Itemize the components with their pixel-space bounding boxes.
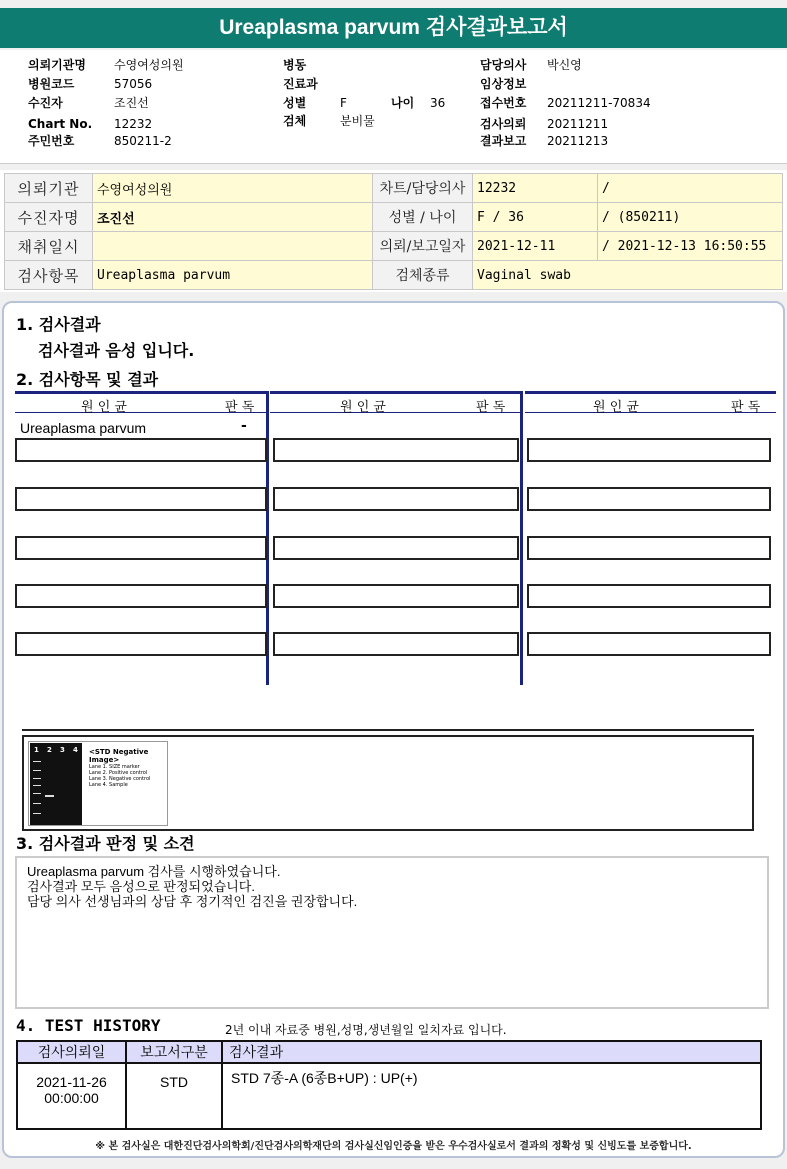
header-value: 박신영 — [547, 58, 582, 72]
info-row — [5, 232, 783, 261]
gel-title: <STD Negative Image> — [89, 748, 149, 764]
info-value — [93, 232, 373, 261]
info-value: Ureaplasma parvum — [93, 261, 373, 290]
report-header — [0, 50, 787, 164]
result-entry-box — [273, 487, 519, 511]
header-label: 결과보고 — [480, 134, 527, 148]
gel-legend-item: Lane 3. Negative control — [89, 776, 151, 782]
info-row — [5, 174, 783, 203]
info-label: 수진자명 — [5, 203, 93, 232]
history-col-result: 검사결과 — [222, 1041, 761, 1063]
history-date: 2021-11-26 — [36, 1074, 107, 1090]
header-label: 임상정보 — [480, 77, 527, 91]
info-label: 차트/담당의사 — [373, 174, 473, 203]
lane-label: 2 — [47, 746, 52, 754]
info-row — [5, 203, 783, 232]
gel-band — [45, 795, 54, 797]
gel-legend — [89, 764, 150, 788]
info-label: 채취일시 — [5, 232, 93, 261]
history-result: STD 7종-A (6종B+UP) : UP(+) — [222, 1063, 761, 1129]
result-entry-box — [15, 438, 267, 462]
pathogen-header: 원 인 균 — [81, 400, 127, 415]
history-date-cell — [17, 1063, 126, 1129]
opinion-line: Ureaplasma parvum 검사를 시행하였습니다. — [27, 864, 281, 879]
pathogen-header: 원 인 균 — [593, 400, 639, 415]
header-value: 12232 — [114, 117, 153, 131]
result-entry-box — [527, 536, 771, 560]
header-label: 수진자 — [28, 96, 63, 110]
divider — [22, 729, 754, 731]
section2-title: 2. 검사항목 및 결과 — [16, 370, 159, 389]
header-value: 20211211 — [547, 117, 609, 131]
gel-band — [33, 770, 41, 771]
info-value: 조진선 — [93, 203, 373, 232]
header-label: 진료과 — [283, 77, 318, 91]
history-type: STD — [126, 1063, 222, 1129]
lane-label: 4 — [73, 746, 78, 754]
info-label: 의뢰기관 — [5, 174, 93, 203]
result-entry-box — [273, 536, 519, 560]
header-value: 분비물 — [340, 114, 375, 128]
header-value: 36 — [430, 96, 446, 110]
result-col-header — [525, 391, 776, 413]
result-entry-box — [15, 584, 267, 608]
lane-label: 3 — [60, 746, 65, 754]
pathogen-header: 원 인 균 — [340, 400, 386, 415]
info-value: 2021-12-11 — [473, 232, 598, 261]
header-label: 성별 — [283, 96, 307, 110]
history-time: 00:00:00 — [44, 1090, 99, 1106]
info-value: 수영여성의원 — [93, 174, 373, 203]
gel-legend-item: Lane 4. Sample — [89, 782, 128, 788]
header-label: Chart No. — [28, 117, 93, 131]
header-label: 접수번호 — [480, 96, 527, 110]
result-entry-box — [15, 487, 267, 511]
section4-title: 4. TEST HISTORY — [16, 1016, 161, 1035]
info-value: / — [598, 174, 783, 203]
gel-legend-item: Lane 1. SIZE marker — [89, 764, 140, 770]
result-entry-box — [15, 632, 267, 656]
header-value: 20211213 — [547, 134, 609, 148]
certification-footer: ※ 본 검사실은 대한진단검사의학회/진단검사의학재단의 검사실신임인증을 받은 우수검사실로서 결과의 정확성 및 신빙도를 보증합니다. — [95, 1141, 692, 1152]
header-value: F — [340, 96, 347, 110]
result-entry-box — [527, 487, 771, 511]
history-row — [17, 1063, 761, 1129]
reading-header: 판 독 — [225, 400, 255, 415]
history-col-date: 검사의뢰일 — [17, 1041, 126, 1063]
header-label: 검체 — [283, 114, 307, 128]
header-label: 병동 — [283, 58, 307, 72]
info-value: / (850211) — [598, 203, 783, 232]
patient-info-grid — [4, 173, 783, 290]
info-value: / 2021-12-13 16:50:55 — [598, 232, 783, 261]
gel-band — [33, 793, 41, 794]
header-value: 수영여성의원 — [114, 58, 184, 72]
gel-band — [33, 813, 41, 814]
opinion-box — [15, 856, 769, 1009]
section3-title: 3. 검사결과 판정 및 소견 — [16, 834, 195, 853]
history-note: 2년 이내 자료중 병원,성명,생년월일 일치자료 입니다. — [225, 1023, 507, 1037]
lane-label: 1 — [34, 746, 39, 754]
header-label: 검사의뢰 — [480, 117, 527, 131]
gel-legend-item: Lane 2. Positive control — [89, 770, 148, 776]
history-col-type: 보고서구분 — [126, 1041, 222, 1063]
header-label: 나이 — [391, 96, 415, 110]
header-value: 20211211-70834 — [547, 96, 651, 110]
result-entry-box — [273, 438, 519, 462]
result-entry-box — [15, 536, 267, 560]
info-label: 의뢰/보고일자 — [373, 232, 473, 261]
result-entry-box — [273, 632, 519, 656]
result-entry-box — [527, 584, 771, 608]
header-value: 조진선 — [114, 96, 149, 110]
header-label: 주민번호 — [28, 134, 75, 148]
gel-band — [33, 803, 41, 804]
gel-band — [33, 785, 41, 786]
history-header-row — [17, 1041, 761, 1063]
report-title: Ureaplasma parvum 검사결과보고서 — [0, 8, 787, 48]
header-label: 의뢰기관명 — [28, 58, 86, 72]
header-label: 병원코드 — [28, 77, 75, 91]
info-row — [5, 261, 783, 290]
reading-header: 판 독 — [731, 400, 761, 415]
header-label: 담당의사 — [480, 58, 527, 72]
result-entry-box — [273, 584, 519, 608]
result-item-reading: - — [241, 418, 247, 434]
section1-title: 1. 검사결과 — [16, 315, 101, 334]
result-entry-box — [527, 632, 771, 656]
result-summary: 검사결과 음성 입니다. — [38, 341, 195, 360]
gel-band — [33, 761, 41, 762]
info-value: F / 36 — [473, 203, 598, 232]
result-col-header — [15, 391, 267, 413]
header-value: 57056 — [114, 77, 153, 91]
gel-image — [28, 741, 168, 826]
info-label: 검사항목 — [5, 261, 93, 290]
gel-photo — [30, 743, 82, 825]
opinion-line: 담당 의사 선생님과의 상담 후 정기적인 검진을 권장합니다. — [27, 894, 358, 909]
info-value: Vaginal swab — [473, 261, 783, 290]
reading-header: 판 독 — [476, 400, 506, 415]
result-entry-box — [527, 438, 771, 462]
opinion-line: 검사결과 모두 음성으로 판정되었습니다. — [27, 879, 255, 894]
gel-band — [33, 778, 41, 779]
result-item-name: Ureaplasma parvum — [20, 420, 147, 436]
info-value: 12232 — [473, 174, 598, 203]
info-label: 검체종류 — [373, 261, 473, 290]
result-col-header — [270, 391, 522, 413]
info-label: 성별 / 나이 — [373, 203, 473, 232]
header-value: 850211-2 — [114, 134, 172, 148]
column-divider — [520, 391, 523, 685]
history-table — [16, 1040, 762, 1130]
